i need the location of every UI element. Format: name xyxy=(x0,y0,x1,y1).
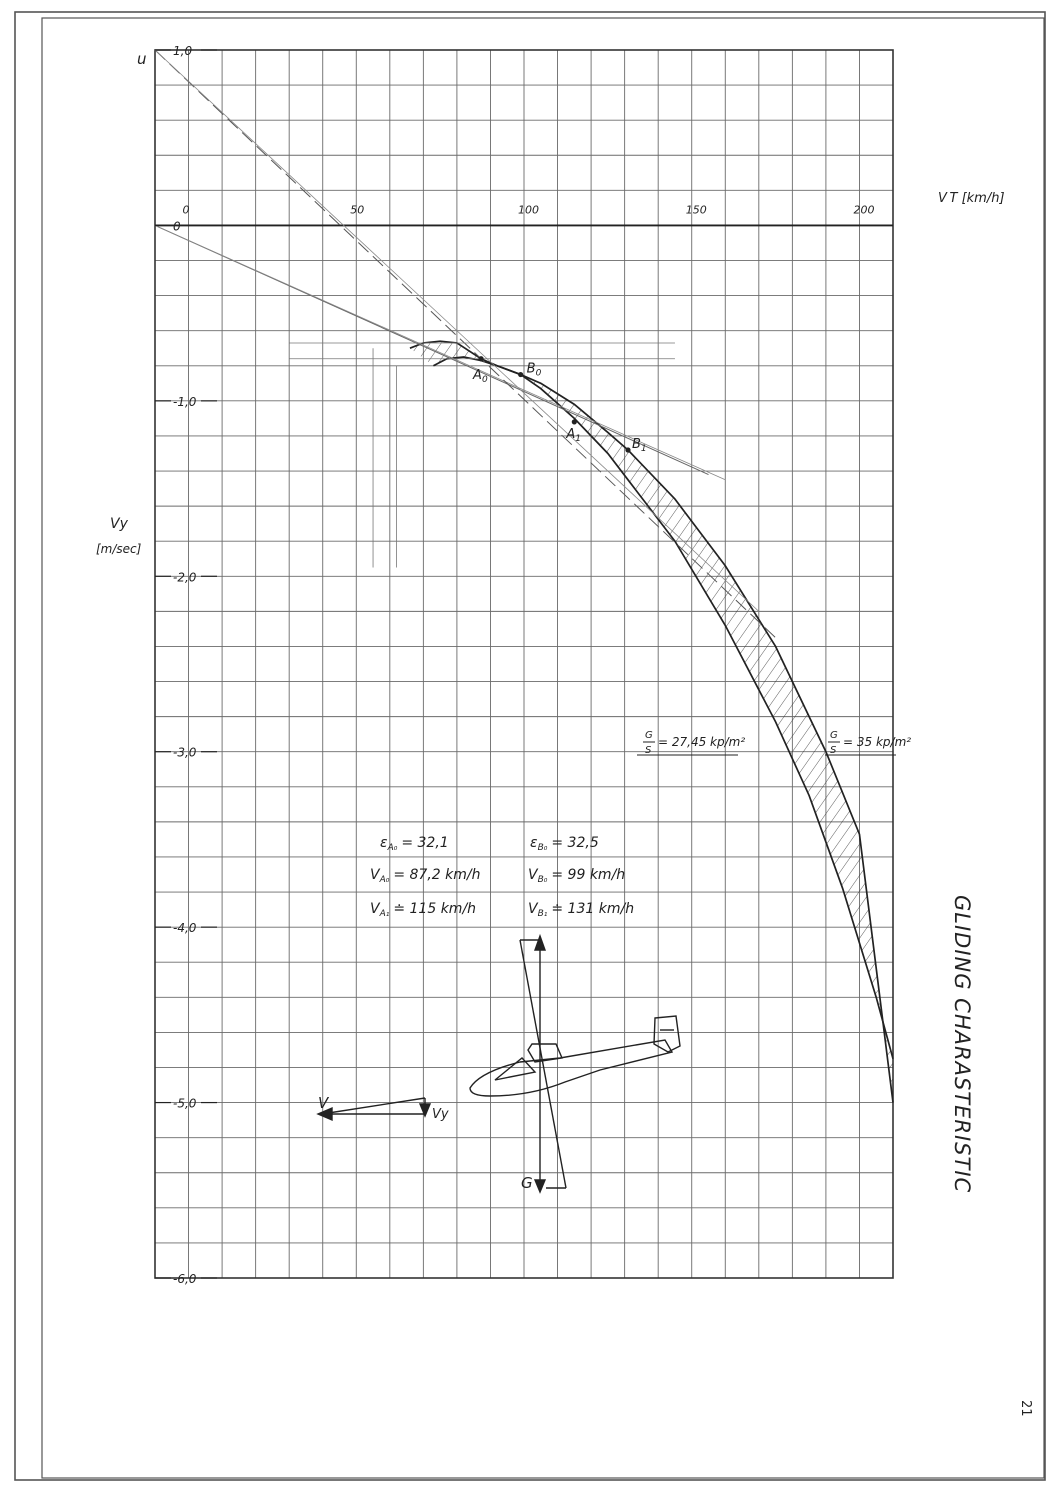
point-marker xyxy=(478,356,483,361)
point-marker xyxy=(572,419,577,424)
point-label: $A_0$ xyxy=(473,367,488,385)
annotation-eps-b0: $\varepsilon_{B_0} = 32,5$ xyxy=(530,835,599,853)
force-label-vy: Vy xyxy=(432,1107,449,1122)
hatched-band xyxy=(410,341,893,1102)
y-axis-unit: [m/sec] xyxy=(96,542,142,556)
annotation-v-a0: $V_{A_0} = 87,2$ km/h xyxy=(370,867,481,885)
page-number: 21 xyxy=(1018,1400,1033,1417)
x-axis-title: V T [km/h] xyxy=(938,191,1005,206)
annotation-v-b1: $V_{B_1}$ ≐ 131 km/h xyxy=(528,901,635,919)
series-label-1-den: S xyxy=(645,745,652,756)
force-vectors xyxy=(318,936,566,1192)
annotation-eps-a0: $\varepsilon_{A_0} = 32,1$ xyxy=(380,835,449,853)
x-tick-label: 100 xyxy=(518,203,539,217)
lift-arrowhead xyxy=(535,936,545,950)
y-axis-title: Vy xyxy=(110,516,128,532)
series-label-1-value: = 27,45 kp/m² xyxy=(658,735,746,749)
series-label-2-value: = 35 kp/m² xyxy=(843,735,912,749)
y-tick-label: 1,0 xyxy=(173,44,193,58)
annotation-v-b0: $V_{B_0} = 99$ km/h xyxy=(528,867,626,885)
side-title: GLIDING CHARASTERISTIC xyxy=(950,895,974,1194)
y-tick-label: -2,0 xyxy=(173,570,197,585)
construction-lines xyxy=(155,50,776,638)
series-label-2-num: G xyxy=(830,730,838,741)
glider-sketch xyxy=(470,1016,680,1096)
tangent-line-dashed xyxy=(155,50,776,638)
point-marker xyxy=(625,447,630,452)
y-tick-label: -3,0 xyxy=(173,745,197,760)
series-label-2-den: S xyxy=(830,745,837,756)
x-tick-label: 0 xyxy=(182,203,190,217)
y-tick-label: 0 xyxy=(173,219,181,234)
x-tick-label: 200 xyxy=(853,203,875,217)
point-label: $B_0$ xyxy=(526,361,542,379)
series-layer xyxy=(410,341,893,1102)
y-tick-label: -5,0 xyxy=(173,1096,197,1111)
u-axis-label: u xyxy=(137,50,147,68)
point-label: $B_1$ xyxy=(631,436,647,454)
series-line-35 xyxy=(433,357,893,1103)
force-label-g: G xyxy=(521,1174,533,1192)
force-label-v: V xyxy=(318,1094,329,1112)
x-tick-label: 50 xyxy=(350,203,365,217)
y-tick-label: -6,0 xyxy=(173,1272,197,1286)
point-label: $A_1$ xyxy=(566,426,581,444)
point-marker xyxy=(518,372,523,377)
y-tick-label: -4,0 xyxy=(173,921,197,936)
weight-arrowhead xyxy=(535,1180,545,1192)
glider-fuselage xyxy=(470,1040,672,1096)
annotation-block xyxy=(370,835,634,919)
y-tick-label: -1,0 xyxy=(173,394,197,409)
series-label-1-num: G xyxy=(645,730,653,741)
annotation-v-a1: $V_{A_1}$ ≐ 115 km/h xyxy=(370,901,477,919)
x-tick-label: 150 xyxy=(685,203,707,217)
velocity-vector xyxy=(322,1098,425,1114)
